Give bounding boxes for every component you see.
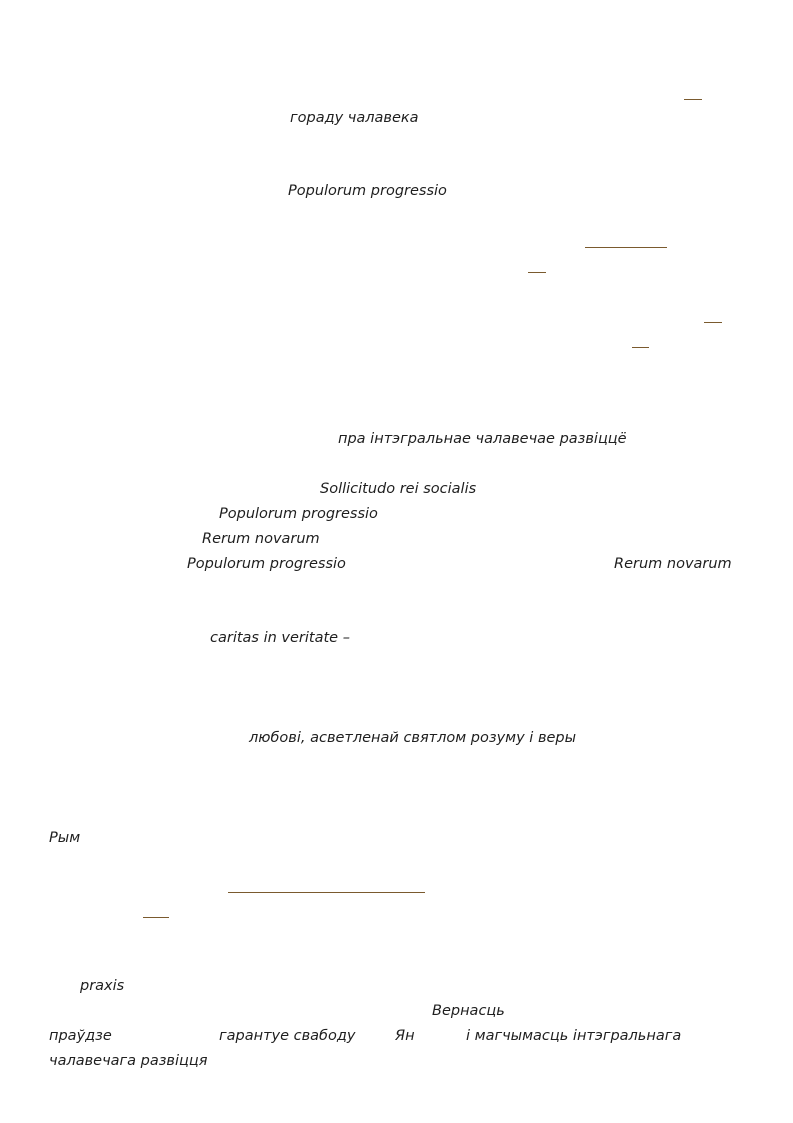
footnote-mark [585,247,667,248]
text-fragment: любові, асветленай святлом розуму і веры [249,730,577,746]
text-fragment: пра інтэгральнае чалавечае развіццё [338,431,627,447]
text-fragment: Rerum novarum [202,531,320,547]
text-fragment: Ян [395,1028,415,1044]
text-fragment: гарантуе свабоду [219,1028,356,1044]
text-fragment: caritas in veritate – [210,630,350,646]
text-fragment: праўдзе [49,1028,112,1044]
text-fragment: Rerum novarum [614,556,732,572]
text-fragment: Populorum progressio [187,556,346,572]
text-fragment: чалавечага развіцця [49,1053,208,1069]
text-fragment: Рым [49,830,81,846]
footnote-mark [143,917,169,918]
footnote-mark [684,99,702,100]
text-fragment: Вернасць [432,1003,505,1019]
footnote-mark [528,272,546,273]
text-fragment: гораду чалавека [290,110,419,126]
footnote-mark [228,892,425,893]
text-fragment: Sollicitudo rei socialis [320,481,477,497]
text-fragment: praxis [80,978,125,994]
text-fragment: Populorum progressio [288,183,447,199]
text-fragment: Populorum progressio [219,506,378,522]
footnote-mark [632,347,649,348]
text-fragment: і магчымасць інтэгральнага [466,1028,682,1044]
footnote-mark [704,322,722,323]
